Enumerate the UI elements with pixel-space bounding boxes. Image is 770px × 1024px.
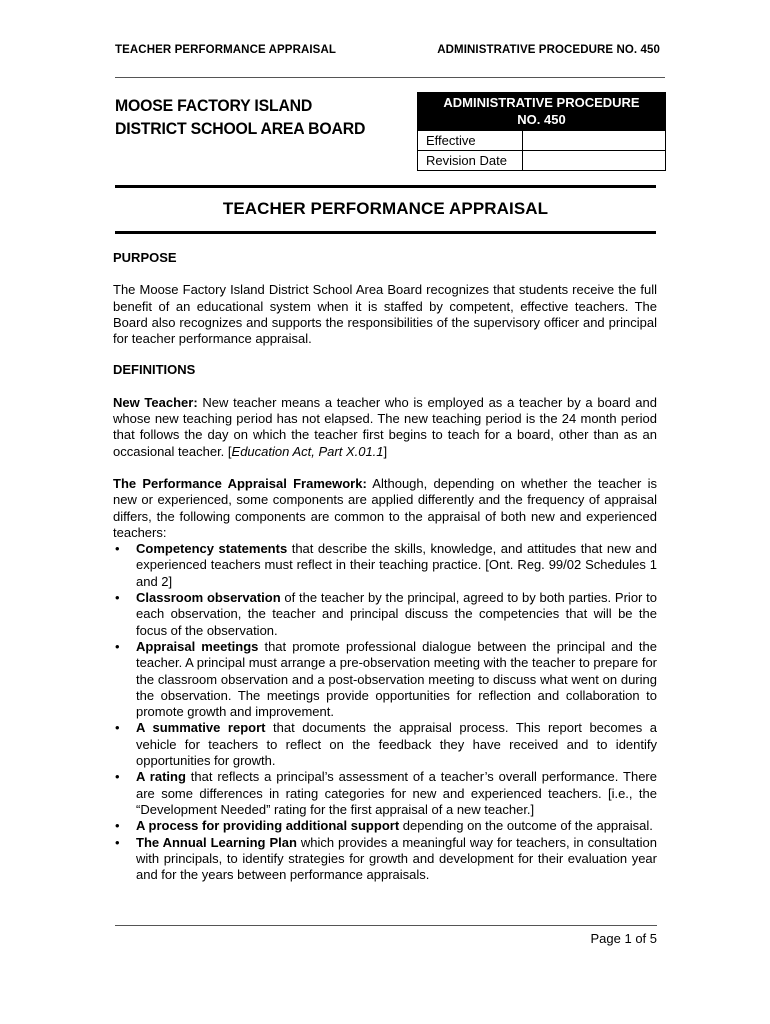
component-text: that documents the appraisal process. This report becomes a vehicle for teachers to reflect on the feedback they have received and to identify opportunities for growth. — [136, 720, 657, 769]
component-text: that describe the skills, knowledge, and attitudes that new and experienced teachers must reflect in their teaching practice. [Ont. Reg. 99/02 Schedules 1 and 2] — [136, 541, 657, 589]
component-term: The Annual Learning Plan — [136, 834, 297, 850]
list-item — [113, 720, 657, 769]
revision-date-value — [523, 151, 665, 170]
list-item — [113, 769, 657, 818]
title-rule-top — [115, 185, 656, 188]
component-text: of the teacher by the principal, agreed to by both parties. Prior to each observation, the teacher and principal discuss the competencies that will be the focus of the observation. — [136, 590, 657, 638]
framework-components-list — [113, 541, 657, 883]
bullet-icon: • — [115, 638, 120, 654]
new-teacher-text: New teacher means a teacher who is employed as a teacher by a board and whose new teaching period has not elapsed. The new teaching period is the 24 month period that follows the day on which the teacher first begins to teach for a board, other than as an occasional teacher. [ — [113, 394, 657, 459]
revision-date-row — [418, 150, 665, 170]
list-item — [113, 590, 657, 639]
bullet-icon: • — [115, 590, 120, 606]
component-term: Classroom observation — [136, 590, 281, 606]
definitions-heading: DEFINITIONS — [113, 362, 196, 378]
bullet-icon: • — [115, 541, 120, 557]
bullet-icon: • — [115, 818, 120, 834]
procedure-box-title-line-1: ADMINISTRATIVE PROCEDURE — [443, 95, 640, 110]
organization-line-1: MOOSE FACTORY ISLAND — [115, 96, 313, 115]
component-text: that reflects a principal’s assessment of a teacher’s overall performance. There are some differences in rating categories for new and experienced teachers. [i.e., the “Development Needed” rating for the first appraisal of a new teacher.] — [136, 769, 657, 817]
new-teacher-citation: Education Act, Part X.01.1 — [231, 443, 384, 459]
running-header-procedure: ADMINISTRATIVE PROCEDURE NO. 450 — [437, 44, 660, 56]
purpose-heading: PURPOSE — [113, 250, 177, 265]
component-text: that promote professional dialogue between the principal and the teacher. A principal must arrange a pre-observation meeting with the teacher to prepare for the classroom observation and a post-observation meeting to discuss what went on during the observation. The meetings provide opportunities for reflection and collaboration to promote growth and improvement. — [136, 638, 658, 720]
component-text: which provides a meaningful way for teachers, in consultation with principals, to identify strategies for growth and development for their evaluation year and for the years between performance appraisals. — [136, 834, 657, 883]
component-term: A process for providing additional support — [136, 818, 400, 834]
running-header-title: TEACHER PERFORMANCE APPRAISAL — [115, 44, 336, 56]
effective-row — [418, 130, 665, 150]
purpose-paragraph: The Moose Factory Island District School Area Board recognizes that students receive the full benefit of an educational system when it is staffed by competent, effective teachers. The Board also recognizes and supports the responsibilities of the supervisory officer and principal for teacher performance appraisal. — [113, 282, 657, 347]
component-term: A summative report — [136, 720, 266, 736]
page-number: Page 1 of 5 — [590, 931, 657, 946]
component-text: depending on the outcome of the appraisal. — [399, 818, 653, 834]
list-item — [113, 835, 657, 884]
component-term: A rating — [136, 769, 186, 785]
procedure-info-box — [417, 92, 666, 171]
framework-text: Although, depending on whether the teacher is new or experienced, some components are applied differently and the frequency of appraisal differs, the following components are common to the appraisal of both new and experienced teachers: — [113, 475, 657, 540]
new-teacher-citation-close: ] — [383, 443, 388, 459]
revision-date-label: Revision Date — [418, 151, 523, 170]
procedure-box-title-line-2: NO. 450 — [517, 112, 566, 127]
framework-term: The Performance Appraisal Framework: — [113, 475, 367, 491]
procedure-box-title — [418, 93, 665, 130]
bullet-icon: • — [115, 769, 120, 785]
framework-definition — [113, 476, 657, 541]
bullet-icon: • — [115, 720, 120, 736]
component-term: Competency statements — [136, 541, 288, 557]
organization-name — [115, 94, 365, 140]
new-teacher-term: New Teacher: — [113, 394, 198, 410]
list-item — [113, 818, 657, 834]
document-title: TEACHER PERFORMANCE APPRAISAL — [222, 199, 549, 218]
bullet-icon: • — [115, 834, 120, 850]
list-item — [113, 639, 657, 720]
organization-line-2: DISTRICT SCHOOL AREA BOARD — [115, 119, 366, 138]
component-term: Appraisal meetings — [136, 638, 259, 654]
footer-divider — [115, 925, 657, 926]
effective-value — [523, 131, 665, 150]
new-teacher-definition — [113, 395, 657, 460]
effective-label: Effective — [418, 131, 523, 150]
document-body — [113, 250, 657, 883]
title-rule-bottom — [115, 231, 656, 234]
header-divider — [115, 77, 665, 78]
list-item — [113, 541, 657, 590]
